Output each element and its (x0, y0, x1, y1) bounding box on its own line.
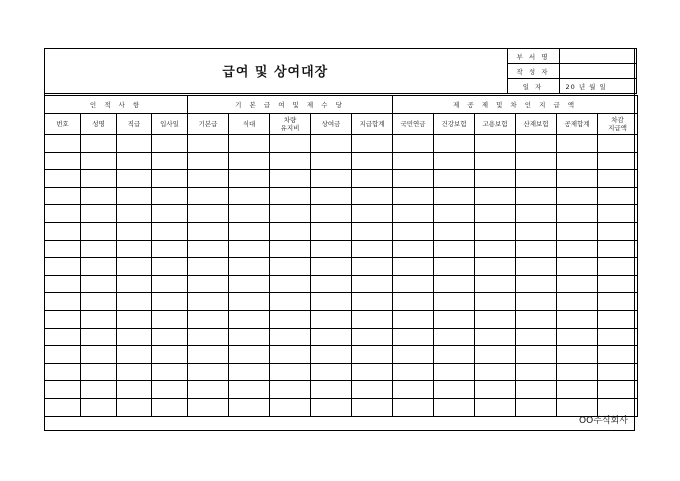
table-cell[interactable] (557, 293, 598, 311)
table-cell[interactable] (311, 187, 352, 205)
table-cell[interactable] (475, 381, 516, 399)
table-cell[interactable] (152, 135, 188, 153)
table-row (45, 187, 638, 205)
table-cell[interactable] (598, 187, 638, 205)
table-cell[interactable] (475, 222, 516, 240)
payroll-table (44, 95, 638, 417)
table-cell[interactable] (270, 381, 311, 399)
table-cell[interactable] (393, 135, 434, 153)
table-cell[interactable] (81, 152, 117, 170)
date-field[interactable]: 20 년 월 일 (559, 79, 636, 94)
table-cell[interactable] (81, 258, 117, 276)
table-cell[interactable] (352, 258, 393, 276)
table-cell[interactable] (45, 135, 81, 153)
table-cell[interactable] (393, 275, 434, 293)
table-cell[interactable] (311, 346, 352, 364)
table-cell[interactable] (188, 328, 229, 346)
col-join-date: 입사일 (152, 114, 188, 135)
col-car-line2: 유지비 (280, 124, 300, 132)
table-cell[interactable] (152, 398, 188, 416)
table-cell[interactable] (81, 240, 117, 258)
table-cell[interactable] (598, 346, 638, 364)
table-cell[interactable] (152, 293, 188, 311)
table-cell[interactable] (270, 398, 311, 416)
table-cell[interactable] (516, 187, 557, 205)
table-cell[interactable] (516, 293, 557, 311)
table-cell[interactable] (45, 293, 81, 311)
table-cell[interactable] (352, 346, 393, 364)
table-cell[interactable] (434, 363, 475, 381)
table-cell[interactable] (188, 381, 229, 399)
table-cell[interactable] (229, 258, 270, 276)
table-cell[interactable] (117, 135, 152, 153)
table-cell[interactable] (393, 398, 434, 416)
table-cell[interactable] (229, 310, 270, 328)
table-cell[interactable] (352, 187, 393, 205)
table-cell[interactable] (311, 328, 352, 346)
table-row (45, 240, 638, 258)
table-cell[interactable] (598, 363, 638, 381)
table-cell[interactable] (229, 275, 270, 293)
author-label: 작 성 자 (507, 64, 559, 79)
table-cell[interactable] (475, 363, 516, 381)
table-cell[interactable] (475, 346, 516, 364)
table-cell[interactable] (352, 205, 393, 223)
table-cell[interactable] (393, 205, 434, 223)
table-cell[interactable] (598, 205, 638, 223)
header-table (44, 48, 637, 94)
table-cell[interactable] (393, 346, 434, 364)
col-health: 건강보험 (434, 114, 475, 135)
table-cell[interactable] (229, 346, 270, 364)
table-cell[interactable] (117, 363, 152, 381)
table-cell[interactable] (229, 240, 270, 258)
table-cell[interactable] (557, 310, 598, 328)
table-cell[interactable] (188, 398, 229, 416)
table-cell[interactable] (434, 346, 475, 364)
table-cell[interactable] (393, 328, 434, 346)
table-cell[interactable] (229, 205, 270, 223)
table-cell[interactable] (81, 328, 117, 346)
table-cell[interactable] (81, 310, 117, 328)
table-cell[interactable] (475, 170, 516, 188)
table-cell[interactable] (393, 258, 434, 276)
table-cell[interactable] (152, 170, 188, 188)
table-cell[interactable] (311, 135, 352, 153)
table-cell[interactable] (434, 381, 475, 399)
table-cell[interactable] (352, 222, 393, 240)
col-car-line1: 차량 (283, 116, 297, 124)
table-cell[interactable] (270, 363, 311, 381)
table-cell[interactable] (188, 187, 229, 205)
table-cell[interactable] (152, 187, 188, 205)
table-cell[interactable] (557, 275, 598, 293)
table-cell[interactable] (516, 381, 557, 399)
table-cell[interactable] (352, 275, 393, 293)
table-cell[interactable] (557, 135, 598, 153)
table-cell[interactable] (516, 222, 557, 240)
table-cell[interactable] (557, 363, 598, 381)
table-cell[interactable] (152, 346, 188, 364)
table-cell[interactable] (45, 240, 81, 258)
table-row (45, 152, 638, 170)
table-cell[interactable] (557, 187, 598, 205)
table-cell[interactable] (152, 381, 188, 399)
table-cell[interactable] (352, 293, 393, 311)
table-cell[interactable] (81, 398, 117, 416)
table-cell[interactable] (352, 328, 393, 346)
group-deduction: 제 공 제 및 차 인 지 급 액 (393, 96, 638, 114)
table-cell[interactable] (598, 328, 638, 346)
table-cell[interactable] (270, 293, 311, 311)
table-cell[interactable] (152, 275, 188, 293)
col-name: 성명 (81, 114, 117, 135)
table-cell[interactable] (117, 293, 152, 311)
col-no: 번호 (45, 114, 81, 135)
table-cell[interactable] (152, 152, 188, 170)
table-cell[interactable] (393, 170, 434, 188)
table-cell[interactable] (598, 275, 638, 293)
table-cell[interactable] (516, 240, 557, 258)
table-cell[interactable] (270, 240, 311, 258)
company-name: OO주식회사 (579, 416, 628, 426)
table-cell[interactable] (475, 310, 516, 328)
table-cell[interactable] (516, 346, 557, 364)
department-label: 부 서 명 (507, 49, 559, 64)
table-cell[interactable] (45, 310, 81, 328)
table-cell[interactable] (557, 258, 598, 276)
table-cell[interactable] (152, 310, 188, 328)
table-cell[interactable] (229, 398, 270, 416)
table-cell[interactable] (598, 135, 638, 153)
table-cell[interactable] (188, 205, 229, 223)
table-cell[interactable] (557, 152, 598, 170)
table-cell[interactable] (229, 363, 270, 381)
table-cell[interactable] (516, 152, 557, 170)
table-row (45, 293, 638, 311)
table-cell[interactable] (475, 240, 516, 258)
table-cell[interactable] (393, 222, 434, 240)
document-title: 급여 및 상여대장 (44, 49, 507, 94)
table-cell[interactable] (45, 346, 81, 364)
table-cell[interactable] (352, 310, 393, 328)
table-cell[interactable] (45, 152, 81, 170)
table-cell[interactable] (598, 240, 638, 258)
table-cell[interactable] (598, 310, 638, 328)
table-cell[interactable] (117, 310, 152, 328)
table-row (45, 328, 638, 346)
table-cell[interactable] (311, 275, 352, 293)
col-deduction-total: 공제합계 (557, 114, 598, 135)
table-cell[interactable] (311, 293, 352, 311)
table-cell[interactable] (117, 346, 152, 364)
table-cell[interactable] (117, 381, 152, 399)
group-pay: 기 본 급 여 및 제 수 당 (188, 96, 393, 114)
table-cell[interactable] (45, 258, 81, 276)
table-cell[interactable] (434, 258, 475, 276)
date-label: 일 자 (507, 79, 559, 94)
table-cell[interactable] (229, 328, 270, 346)
table-cell[interactable] (270, 222, 311, 240)
col-employment: 고용보험 (475, 114, 516, 135)
table-cell[interactable] (434, 293, 475, 311)
table-cell[interactable] (229, 381, 270, 399)
table-cell[interactable] (188, 258, 229, 276)
table-cell[interactable] (188, 152, 229, 170)
table-cell[interactable] (434, 240, 475, 258)
col-rank: 직급 (117, 114, 152, 135)
table-cell[interactable] (557, 170, 598, 188)
col-pay-total: 지급합계 (352, 114, 393, 135)
table-cell[interactable] (45, 363, 81, 381)
table-row (45, 381, 638, 399)
table-cell[interactable] (311, 152, 352, 170)
table-cell[interactable] (152, 240, 188, 258)
table-cell[interactable] (557, 205, 598, 223)
table-cell[interactable] (270, 258, 311, 276)
table-cell[interactable] (475, 293, 516, 311)
table-cell[interactable] (393, 363, 434, 381)
table-cell[interactable] (393, 187, 434, 205)
table-cell[interactable] (81, 170, 117, 188)
table-cell[interactable] (516, 205, 557, 223)
department-field[interactable] (559, 49, 636, 64)
table-cell[interactable] (270, 170, 311, 188)
table-cell[interactable] (434, 275, 475, 293)
table-cell[interactable] (352, 398, 393, 416)
table-cell[interactable] (117, 170, 152, 188)
col-industrial: 산재보험 (516, 114, 557, 135)
payroll-sheet (44, 48, 635, 431)
table-row (45, 275, 638, 293)
table-cell[interactable] (45, 398, 81, 416)
table-cell[interactable] (352, 381, 393, 399)
table-row (45, 222, 638, 240)
col-base-pay: 기본급 (188, 114, 229, 135)
table-cell[interactable] (393, 310, 434, 328)
group-personal: 인 적 사 항 (45, 96, 188, 114)
table-cell[interactable] (598, 152, 638, 170)
table-cell[interactable] (557, 240, 598, 258)
table-cell[interactable] (598, 170, 638, 188)
col-pension: 국민연금 (393, 114, 434, 135)
table-cell[interactable] (117, 205, 152, 223)
table-cell[interactable] (598, 293, 638, 311)
table-cell[interactable] (270, 205, 311, 223)
table-cell[interactable] (311, 381, 352, 399)
table-cell[interactable] (229, 293, 270, 311)
table-cell[interactable] (117, 240, 152, 258)
table-cell[interactable] (117, 187, 152, 205)
table-cell[interactable] (434, 310, 475, 328)
table-cell[interactable] (152, 222, 188, 240)
table-cell[interactable] (434, 170, 475, 188)
col-bonus: 상여금 (311, 114, 352, 135)
table-row (45, 135, 638, 153)
table-cell[interactable] (45, 222, 81, 240)
table-cell[interactable] (434, 205, 475, 223)
table-cell[interactable] (311, 240, 352, 258)
table-cell[interactable] (516, 310, 557, 328)
table-cell[interactable] (475, 328, 516, 346)
table-cell[interactable] (557, 381, 598, 399)
table-row (45, 363, 638, 381)
table-cell[interactable] (152, 258, 188, 276)
table-cell[interactable] (516, 363, 557, 381)
table-cell[interactable] (188, 222, 229, 240)
table-cell[interactable] (434, 135, 475, 153)
table-cell[interactable] (81, 346, 117, 364)
table-cell[interactable] (117, 152, 152, 170)
table-cell[interactable] (475, 187, 516, 205)
table-cell[interactable] (598, 222, 638, 240)
col-car (270, 114, 311, 135)
table-cell[interactable] (393, 293, 434, 311)
table-cell[interactable] (311, 205, 352, 223)
table-cell[interactable] (434, 187, 475, 205)
table-cell[interactable] (311, 310, 352, 328)
table-cell[interactable] (434, 222, 475, 240)
table-cell[interactable] (352, 363, 393, 381)
table-cell[interactable] (434, 328, 475, 346)
table-row (45, 258, 638, 276)
table-row (45, 205, 638, 223)
table-cell[interactable] (598, 258, 638, 276)
table-cell[interactable] (557, 328, 598, 346)
table-cell[interactable] (311, 363, 352, 381)
table-row (45, 170, 638, 188)
table-cell[interactable] (152, 205, 188, 223)
table-cell[interactable] (557, 346, 598, 364)
table-cell[interactable] (117, 328, 152, 346)
table-cell[interactable] (270, 328, 311, 346)
table-cell[interactable] (270, 135, 311, 153)
table-cell[interactable] (270, 187, 311, 205)
table-cell[interactable] (475, 205, 516, 223)
table-cell[interactable] (516, 258, 557, 276)
table-cell[interactable] (270, 275, 311, 293)
table-cell[interactable] (311, 398, 352, 416)
table-cell[interactable] (475, 398, 516, 416)
table-cell[interactable] (516, 275, 557, 293)
table-cell[interactable] (270, 152, 311, 170)
table-row (45, 398, 638, 416)
table-cell[interactable] (516, 328, 557, 346)
table-cell[interactable] (188, 240, 229, 258)
table-cell[interactable] (45, 170, 81, 188)
table-cell[interactable] (45, 275, 81, 293)
table-cell[interactable] (229, 152, 270, 170)
col-net-line1: 차감 (611, 116, 624, 124)
table-cell[interactable] (393, 240, 434, 258)
table-cell[interactable] (311, 258, 352, 276)
table-cell[interactable] (516, 170, 557, 188)
table-cell[interactable] (475, 258, 516, 276)
table-cell[interactable] (81, 135, 117, 153)
table-cell[interactable] (81, 275, 117, 293)
table-cell[interactable] (475, 152, 516, 170)
table-cell[interactable] (45, 187, 81, 205)
table-cell[interactable] (117, 398, 152, 416)
table-cell[interactable] (117, 275, 152, 293)
table-row (45, 346, 638, 364)
table-cell[interactable] (81, 293, 117, 311)
table-cell[interactable] (81, 222, 117, 240)
table-cell[interactable] (516, 398, 557, 416)
col-net-line2: 지급액 (608, 124, 627, 132)
table-cell[interactable] (352, 135, 393, 153)
table-cell[interactable] (188, 135, 229, 153)
table-cell[interactable] (81, 381, 117, 399)
table-cell[interactable] (352, 240, 393, 258)
author-field[interactable] (559, 64, 636, 79)
table-cell[interactable] (188, 346, 229, 364)
table-cell[interactable] (45, 381, 81, 399)
table-cell[interactable] (188, 275, 229, 293)
table-cell[interactable] (45, 328, 81, 346)
table-cell[interactable] (152, 363, 188, 381)
table-cell[interactable] (45, 205, 81, 223)
table-cell[interactable] (434, 152, 475, 170)
table-cell[interactable] (270, 346, 311, 364)
table-cell[interactable] (475, 135, 516, 153)
col-meal: 식대 (229, 114, 270, 135)
table-cell[interactable] (188, 293, 229, 311)
table-cell[interactable] (81, 205, 117, 223)
table-cell[interactable] (352, 170, 393, 188)
table-cell[interactable] (311, 222, 352, 240)
table-cell[interactable] (434, 398, 475, 416)
table-cell[interactable] (188, 363, 229, 381)
table-cell[interactable] (229, 187, 270, 205)
table-cell[interactable] (229, 170, 270, 188)
table-cell[interactable] (152, 328, 188, 346)
table-cell[interactable] (475, 275, 516, 293)
table-cell[interactable] (81, 187, 117, 205)
table-cell[interactable] (598, 381, 638, 399)
table-cell[interactable] (117, 222, 152, 240)
table-cell[interactable] (229, 135, 270, 153)
table-cell[interactable] (557, 222, 598, 240)
table-cell[interactable] (311, 170, 352, 188)
table-cell[interactable] (117, 258, 152, 276)
table-cell[interactable] (188, 310, 229, 328)
table-cell[interactable] (393, 381, 434, 399)
table-cell[interactable] (188, 170, 229, 188)
table-row (45, 310, 638, 328)
table-cell[interactable] (229, 222, 270, 240)
table-cell[interactable] (393, 152, 434, 170)
col-net (598, 114, 638, 135)
table-cell[interactable] (352, 152, 393, 170)
table-cell[interactable] (270, 310, 311, 328)
table-cell[interactable] (81, 363, 117, 381)
table-cell[interactable] (516, 135, 557, 153)
